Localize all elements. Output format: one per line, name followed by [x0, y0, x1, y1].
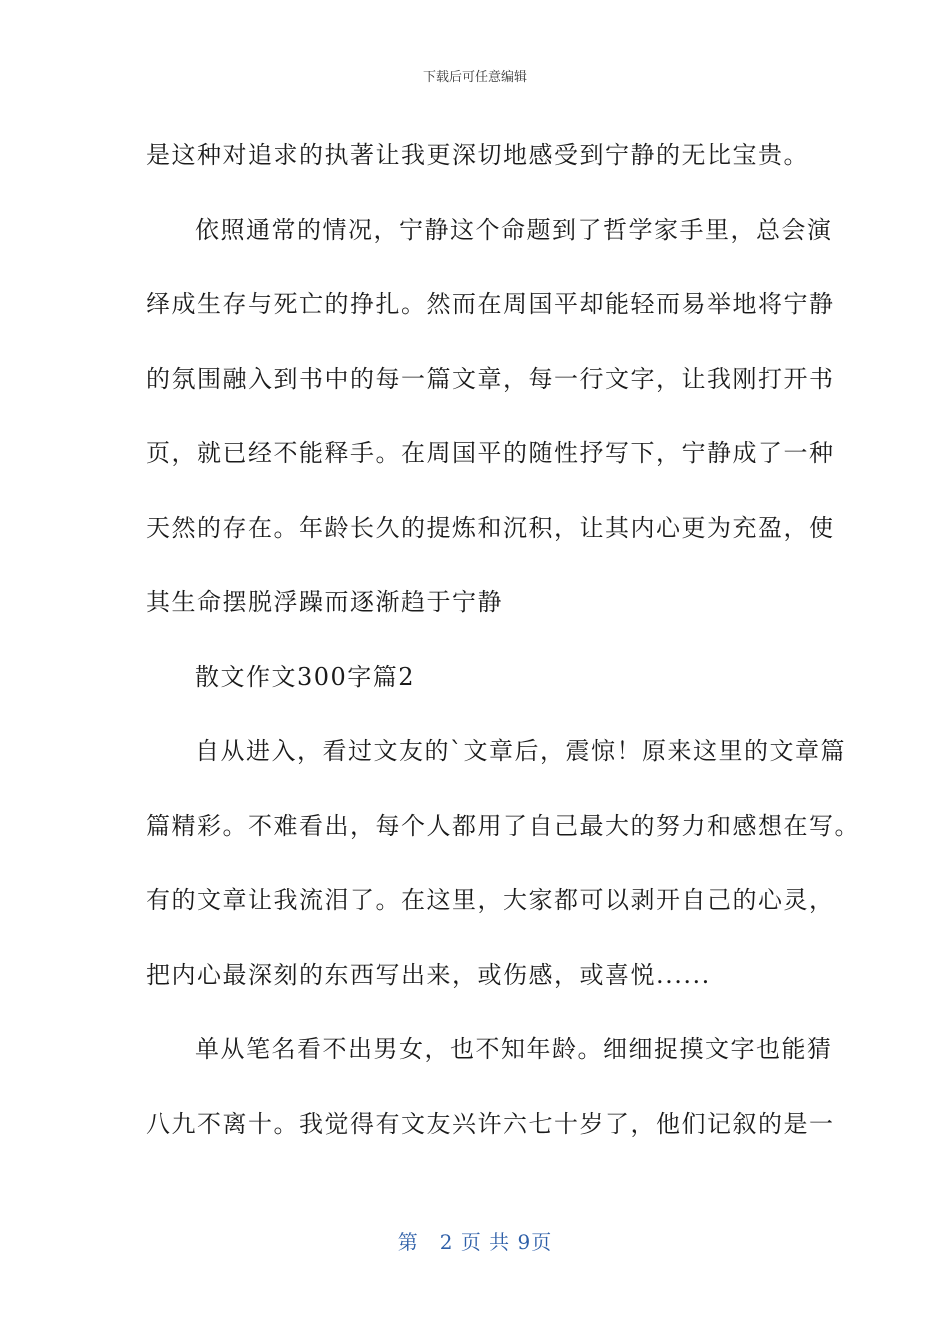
section-heading: 散文作文300字篇2	[195, 662, 416, 691]
text-line: 是这种对追求的执著让我更深切地感受到宁静的无比宝贵。	[146, 141, 809, 169]
document-body	[146, 118, 860, 1161]
text-line: 依照通常的情况，宁静这个命题到了哲学家手里，总会演	[195, 215, 833, 244]
page-header: 下载后可任意编辑	[422, 70, 527, 85]
text-line: 把内心最深刻的东西写出来，或伤感，或喜悦......	[146, 960, 711, 989]
text-line: 自从进入，看过文友的`文章后，震惊！原来这里的文章篇	[195, 737, 846, 765]
text-line: 单从笔名看不出男女，也不知年龄。细细捉摸文字也能猜	[195, 1035, 833, 1063]
page-footer: 第 2 页 共 9页	[397, 1230, 553, 1254]
text-line: 其生命摆脱浮躁而逐渐趋于宁静	[146, 588, 503, 616]
text-line: 八九不离十。我觉得有文友兴许六七十岁了，他们记叙的是一	[146, 1109, 835, 1138]
text-line: 页，就已经不能释手。在周国平的随性抒写下，宁静成了一种	[146, 439, 835, 467]
text-line: 的氛围融入到书中的每一篇文章，每一行文字，让我刚打开书	[146, 364, 835, 393]
text-line: 天然的存在。年龄长久的提炼和沉积，让其内心更为充盈，使	[146, 513, 835, 542]
text-line: 绎成生存与死亡的挣扎。然而在周国平却能轻而易举地将宁静	[146, 290, 835, 318]
text-line: 篇精彩。不难看出，每个人都用了自己最大的努力和感想在写。	[146, 811, 860, 840]
text-line: 有的文章让我流泪了。在这里，大家都可以剥开自己的心灵，	[146, 886, 835, 914]
